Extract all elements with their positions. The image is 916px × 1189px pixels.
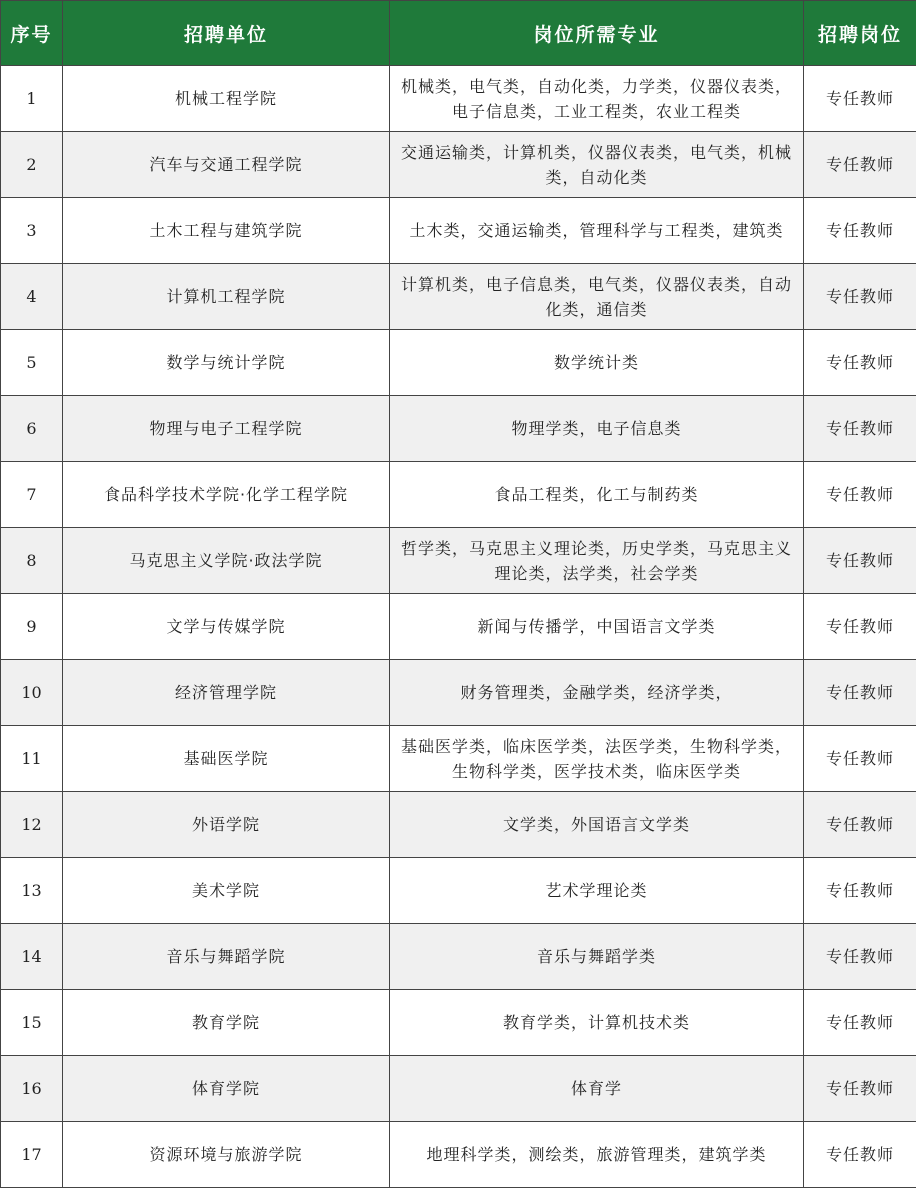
row-number: 2 bbox=[1, 132, 63, 198]
required-major: 财务管理类，金融学类，经济学类， bbox=[390, 660, 804, 726]
row-number: 6 bbox=[1, 396, 63, 462]
required-major: 体育学 bbox=[390, 1056, 804, 1122]
recruiting-post: 专任教师 bbox=[804, 858, 916, 924]
recruiting-unit: 教育学院 bbox=[63, 990, 390, 1056]
header-post: 招聘岗位 bbox=[804, 1, 916, 66]
recruiting-post: 专任教师 bbox=[804, 330, 916, 396]
recruiting-unit: 美术学院 bbox=[63, 858, 390, 924]
required-major: 物理学类，电子信息类 bbox=[390, 396, 804, 462]
table-row bbox=[1, 264, 916, 330]
recruiting-post: 专任教师 bbox=[804, 660, 916, 726]
row-number: 1 bbox=[1, 66, 63, 132]
required-major: 基础医学类，临床医学类，法医学类，生物科学类，生物科学类，医学技术类，临床医学类 bbox=[390, 726, 804, 792]
row-number: 13 bbox=[1, 858, 63, 924]
row-number: 12 bbox=[1, 792, 63, 858]
table-row bbox=[1, 330, 916, 396]
recruiting-post: 专任教师 bbox=[804, 132, 916, 198]
recruiting-unit: 物理与电子工程学院 bbox=[63, 396, 390, 462]
recruiting-unit: 外语学院 bbox=[63, 792, 390, 858]
table-row bbox=[1, 132, 916, 198]
required-major: 新闻与传播学，中国语言文学类 bbox=[390, 594, 804, 660]
required-major: 交通运输类，计算机类，仪器仪表类，电气类，机械类，自动化类 bbox=[390, 132, 804, 198]
table-row bbox=[1, 594, 916, 660]
recruiting-unit: 文学与传媒学院 bbox=[63, 594, 390, 660]
recruiting-unit: 马克思主义学院·政法学院 bbox=[63, 528, 390, 594]
table-row bbox=[1, 858, 916, 924]
recruiting-unit: 数学与统计学院 bbox=[63, 330, 390, 396]
row-number: 10 bbox=[1, 660, 63, 726]
header-row bbox=[1, 1, 916, 66]
table-row bbox=[1, 660, 916, 726]
header-no: 序号 bbox=[1, 1, 63, 66]
row-number: 7 bbox=[1, 462, 63, 528]
row-number: 16 bbox=[1, 1056, 63, 1122]
recruiting-post: 专任教师 bbox=[804, 1122, 916, 1188]
recruiting-post: 专任教师 bbox=[804, 726, 916, 792]
row-number: 15 bbox=[1, 990, 63, 1056]
recruiting-post: 专任教师 bbox=[804, 792, 916, 858]
table-row bbox=[1, 726, 916, 792]
recruiting-post: 专任教师 bbox=[804, 198, 916, 264]
table-row bbox=[1, 462, 916, 528]
recruiting-post: 专任教师 bbox=[804, 462, 916, 528]
required-major: 机械类，电气类，自动化类，力学类，仪器仪表类，电子信息类，工业工程类，农业工程类 bbox=[390, 66, 804, 132]
recruiting-post: 专任教师 bbox=[804, 1056, 916, 1122]
required-major: 音乐与舞蹈学类 bbox=[390, 924, 804, 990]
required-major: 艺术学理论类 bbox=[390, 858, 804, 924]
required-major: 文学类，外国语言文学类 bbox=[390, 792, 804, 858]
recruiting-unit: 经济管理学院 bbox=[63, 660, 390, 726]
table-body bbox=[1, 66, 916, 1188]
recruiting-post: 专任教师 bbox=[804, 264, 916, 330]
recruiting-unit: 食品科学技术学院·化学工程学院 bbox=[63, 462, 390, 528]
recruiting-post: 专任教师 bbox=[804, 396, 916, 462]
row-number: 11 bbox=[1, 726, 63, 792]
recruiting-unit: 汽车与交通工程学院 bbox=[63, 132, 390, 198]
recruiting-post: 专任教师 bbox=[804, 528, 916, 594]
header-unit: 招聘单位 bbox=[63, 1, 390, 66]
required-major: 食品工程类，化工与制药类 bbox=[390, 462, 804, 528]
table-row bbox=[1, 1056, 916, 1122]
required-major: 教育学类，计算机技术类 bbox=[390, 990, 804, 1056]
required-major: 土木类，交通运输类，管理科学与工程类，建筑类 bbox=[390, 198, 804, 264]
table-row bbox=[1, 66, 916, 132]
table-row bbox=[1, 1122, 916, 1188]
recruiting-unit: 音乐与舞蹈学院 bbox=[63, 924, 390, 990]
recruiting-unit: 资源环境与旅游学院 bbox=[63, 1122, 390, 1188]
row-number: 14 bbox=[1, 924, 63, 990]
recruiting-post: 专任教师 bbox=[804, 594, 916, 660]
row-number: 3 bbox=[1, 198, 63, 264]
table-row bbox=[1, 792, 916, 858]
row-number: 17 bbox=[1, 1122, 63, 1188]
row-number: 5 bbox=[1, 330, 63, 396]
recruiting-post: 专任教师 bbox=[804, 66, 916, 132]
recruiting-unit: 计算机工程学院 bbox=[63, 264, 390, 330]
recruiting-unit: 机械工程学院 bbox=[63, 66, 390, 132]
header-major: 岗位所需专业 bbox=[390, 1, 804, 66]
row-number: 9 bbox=[1, 594, 63, 660]
table-row bbox=[1, 396, 916, 462]
recruiting-unit: 基础医学院 bbox=[63, 726, 390, 792]
required-major: 计算机类，电子信息类，电气类，仪器仪表类，自动化类，通信类 bbox=[390, 264, 804, 330]
recruiting-post: 专任教师 bbox=[804, 990, 916, 1056]
required-major: 哲学类，马克思主义理论类，历史学类，马克思主义理论类，法学类，社会学类 bbox=[390, 528, 804, 594]
recruiting-unit: 土木工程与建筑学院 bbox=[63, 198, 390, 264]
table-row bbox=[1, 528, 916, 594]
recruiting-post: 专任教师 bbox=[804, 924, 916, 990]
table-row bbox=[1, 198, 916, 264]
table-row bbox=[1, 990, 916, 1056]
row-number: 8 bbox=[1, 528, 63, 594]
required-major: 地理科学类，测绘类，旅游管理类，建筑学类 bbox=[390, 1122, 804, 1188]
table-row bbox=[1, 924, 916, 990]
row-number: 4 bbox=[1, 264, 63, 330]
recruiting-unit: 体育学院 bbox=[63, 1056, 390, 1122]
required-major: 数学统计类 bbox=[390, 330, 804, 396]
